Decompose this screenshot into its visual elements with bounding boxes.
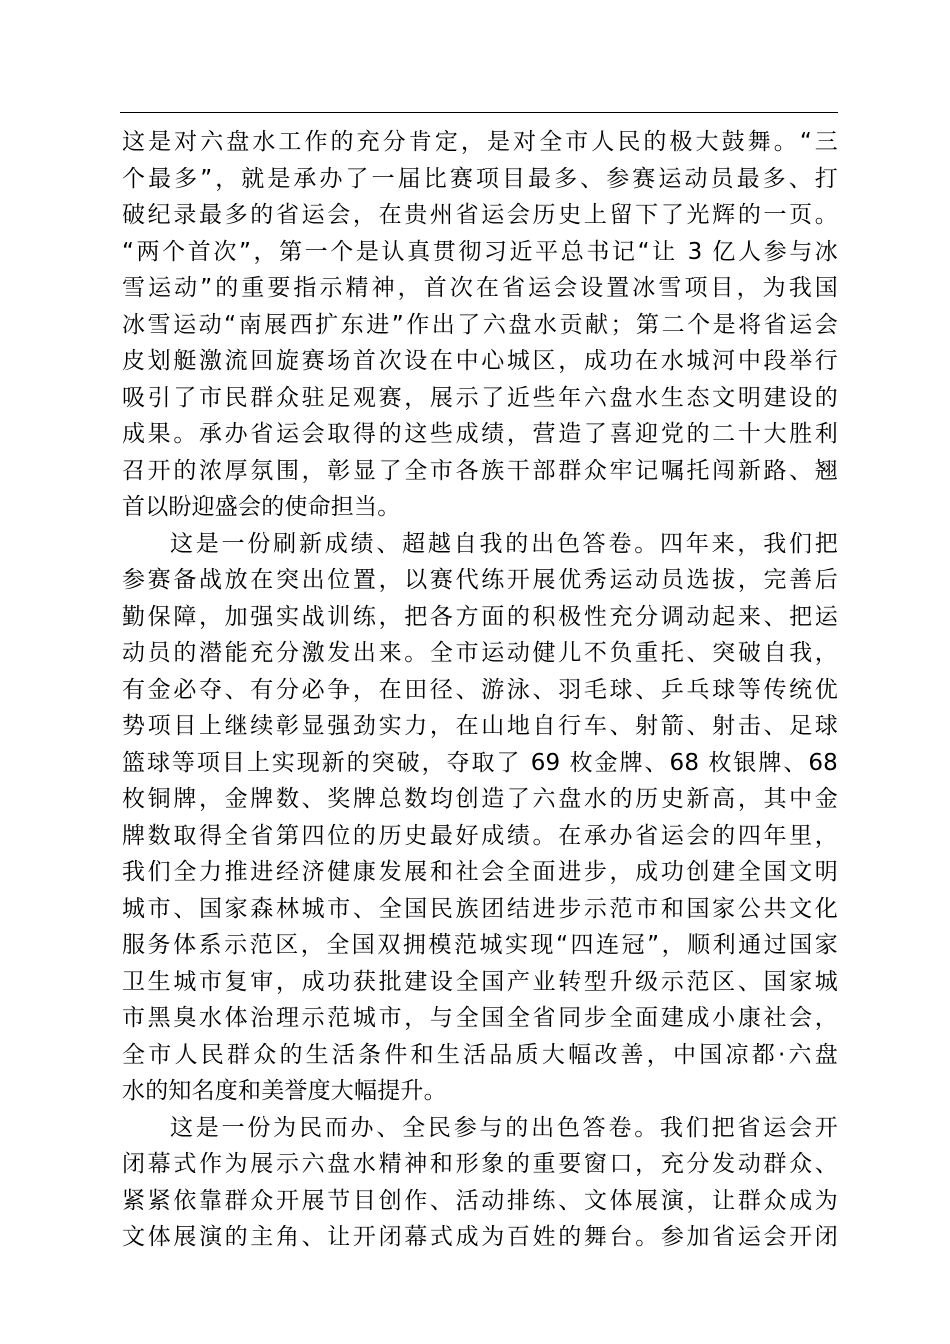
text-line: 皮划艇激流回旋赛场首次设在中心城区，成功在水城河中段举行 — [122, 348, 838, 374]
text-line: 参赛备战放在突出位置，以赛代练开展优秀运动员选拔，完善后 — [122, 567, 838, 593]
text-line: 水的知名度和美誉度大幅提升。 — [122, 1078, 447, 1104]
text-line: 破纪录最多的省运会，在贵州省运会历史上留下了光辉的一页。 — [122, 202, 838, 228]
text-line: 我们全力推进经济健康发展和社会全面进步，成功创建全国文明 — [122, 859, 838, 885]
paragraph — [122, 124, 838, 526]
text-line: 成果。承办省运会取得的这些成绩，营造了喜迎党的二十大胜利 — [122, 421, 838, 447]
text-line: 篮球等项目上实现新的突破，夺取了 69 枚金牌、68 枚银牌、68 — [122, 749, 838, 776]
text-line: 枚铜牌，金牌数、奖牌总数均创造了六盘水的历史新高，其中金 — [122, 786, 838, 812]
text-line: 这是对六盘水工作的充分肯定，是对全市人民的极大鼓舞。“三 — [122, 129, 838, 155]
text-line: 召开的浓厚氛围，彰显了全市各族干部群众牢记嘱托闯新路、翘 — [122, 457, 838, 484]
text-line: 势项目上继续彰显强劲实力，在山地自行车、射箭、射击、足球 — [122, 713, 838, 739]
text-line: 勤保障，加强实战训练，把各方面的积极性充分调动起来、把运 — [122, 603, 838, 630]
text-line: 文体展演的主角、让开闭幕式成为百姓的舞台。参加省运会开闭 — [122, 1224, 838, 1250]
text-line: 牌数取得全省第四位的历史最好成绩。在承办省运会的四年里， — [122, 822, 838, 849]
text-line: 卫生城市复审，成功获批建设全国产业转型升级示范区、国家城 — [122, 968, 838, 995]
text-line: 雪运动”的重要指示精神，首次在省运会设置冰雪项目，为我国 — [122, 275, 838, 301]
text-line: 这是一份为民而办、全民参与的出色答卷。我们把省运会开 — [170, 1114, 838, 1141]
paragraph — [122, 526, 838, 1110]
text-line: 首以盼迎盛会的使命担当。 — [122, 494, 401, 520]
text-line: 吸引了市民群众驻足观赛，展示了近些年六盘水生态文明建设的 — [122, 384, 838, 411]
text-line: 闭幕式作为展示六盘水精神和形象的重要窗口，充分发动群众、 — [122, 1151, 838, 1177]
text-line: 冰雪运动“南展西扩东进”作出了六盘水贡献；第二个是将省运会 — [122, 311, 838, 338]
text-line: 紧紧依靠群众开展节目创作、活动排练、文体展演，让群众成为 — [122, 1187, 838, 1214]
document-body — [122, 124, 838, 1256]
header-rule — [120, 112, 838, 113]
text-line: 动员的潜能充分激发出来。全市运动健儿不负重托、突破自我， — [122, 640, 838, 666]
text-line: 这是一份刷新成绩、超越自我的出色答卷。四年来，我们把 — [170, 530, 838, 557]
paragraph — [122, 1110, 838, 1256]
text-line: “两个首次”，第一个是认真贯彻习近平总书记“让 3 亿人参与冰 — [122, 238, 838, 265]
text-line: 个最多”，就是承办了一届比赛项目最多、参赛运动员最多、打 — [122, 165, 838, 192]
text-line: 全市人民群众的生活条件和生活品质大幅改善，中国凉都·六盘 — [122, 1041, 838, 1068]
text-line: 市黑臭水体治理示范城市，与全国全省同步全面建成小康社会， — [122, 1005, 838, 1031]
text-line: 有金必夺、有分必争，在田径、游泳、羽毛球、乒乓球等传统优 — [122, 676, 838, 703]
text-line: 服务体系示范区，全国双拥模范城实现“四连冠”，顺利通过国家 — [122, 932, 838, 958]
text-line: 城市、国家森林城市、全国民族团结进步示范市和国家公共文化 — [122, 895, 838, 922]
